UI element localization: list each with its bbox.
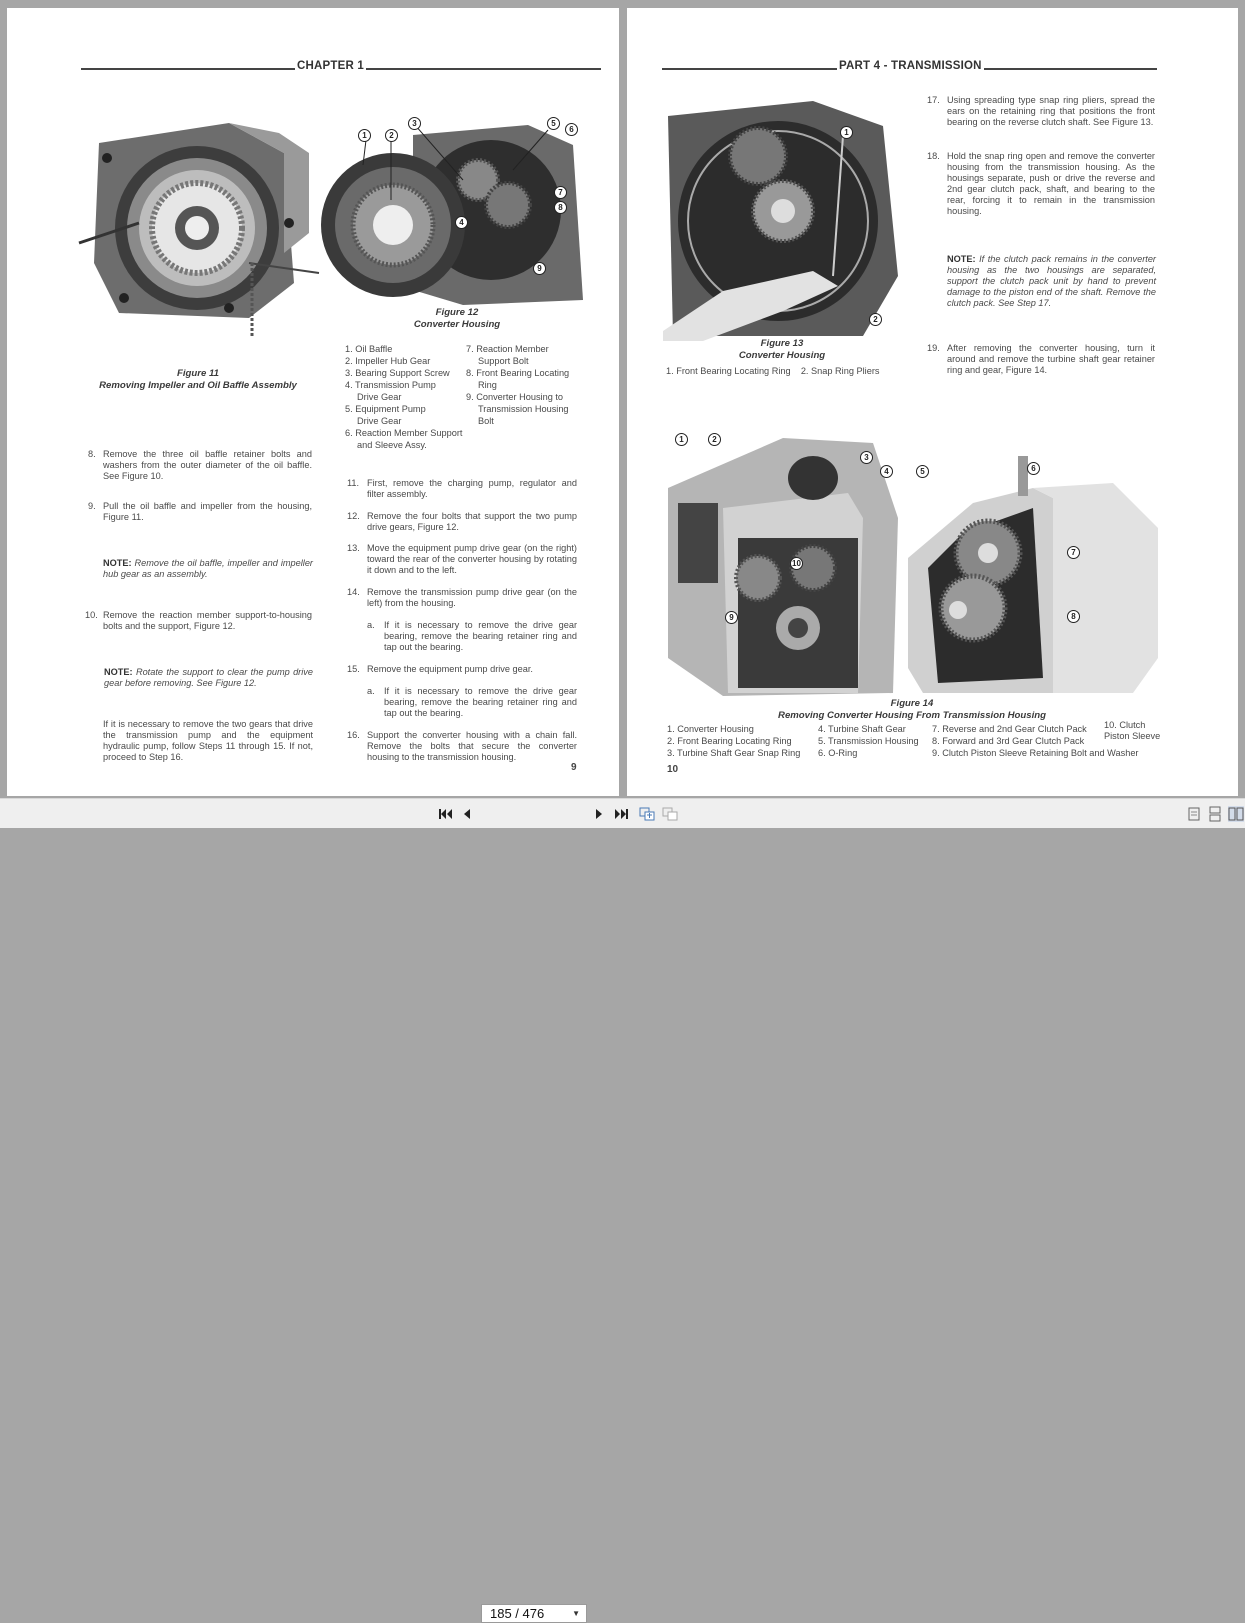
step-number: 13. — [347, 543, 360, 553]
step-number: 14. — [347, 587, 360, 597]
page-indicator: 185 / 476 — [490, 1606, 545, 1621]
callout-5: 5 — [547, 117, 560, 130]
step-number: 17. — [927, 95, 940, 105]
figure-11-subtitle: Removing Impeller and Oil Baffle Assembly — [99, 380, 297, 391]
two-page-view-button[interactable] — [1228, 806, 1244, 822]
figure-14-legend-col2 — [818, 723, 938, 759]
step-number: 8. — [88, 449, 96, 459]
page-number: 10 — [667, 764, 679, 775]
note-label: NOTE: — [103, 558, 132, 568]
page-9 — [7, 8, 619, 796]
steps-intro-paragraph: If it is necessary to remove the two gears that drive the transmission pump and the equipment hydraulic pump, follow Steps 11 through 15. If not, proceed to Step 16. — [103, 719, 313, 762]
legend-item: 8. Forward and 3rd Gear Clutch Pack — [932, 736, 1085, 746]
next-page-button[interactable] — [591, 806, 607, 822]
legend-item: 4. Turbine Shaft Gear — [818, 724, 906, 734]
callout-2: 2 — [385, 129, 398, 142]
first-page-button[interactable] — [437, 806, 453, 822]
figure-13-legend: 1. Front Bearing Locating Ring 2. Snap Ring Pliers — [666, 366, 880, 376]
note-text: Remove the oil baffle, impeller and impeller hub gear as an assembly. — [103, 558, 313, 579]
note-text: Rotate the support to clear the pump drive gear before removing. See Figure 12. — [104, 667, 313, 688]
viewer-toolbar — [0, 798, 1245, 1621]
step-text: Support the converter housing with a chain fall. Remove the bolts that secure the converter housing to the transmission housing. — [367, 730, 577, 762]
step-number: 19. — [927, 343, 940, 353]
callout-4: 4 — [455, 216, 468, 229]
figure-14-legend-col4 — [1104, 720, 1174, 742]
legend-item: 7. Reaction Member — [466, 344, 549, 354]
callout-3: 3 — [860, 451, 873, 464]
figure-13-title: Figure 13 — [760, 338, 804, 349]
page-sync-icon — [639, 806, 655, 822]
dropdown-caret-icon[interactable]: ▼ — [572, 1609, 580, 1618]
legend-item: 10. Clutch — [1104, 720, 1146, 730]
step-text: Remove the reaction member support-to-housing bolts and the support, Figure 12. — [103, 610, 312, 631]
single-page-icon — [1186, 806, 1202, 822]
figure-12-caption — [377, 307, 537, 331]
page-10 — [627, 8, 1238, 796]
legend-item: Drive Gear — [357, 392, 402, 402]
callout-9: 9 — [725, 611, 738, 624]
callout-8: 8 — [1067, 610, 1080, 623]
part-header — [662, 60, 1157, 76]
legend-item: 5. Equipment Pump — [345, 404, 426, 414]
legend-item: 2. Impeller Hub Gear — [345, 356, 431, 366]
figure-13-subtitle: Converter Housing — [738, 350, 826, 361]
legend-item: 8. Front Bearing Locating — [466, 368, 570, 378]
legend-item: 9. Converter Housing to — [466, 392, 564, 402]
step-text: Remove the equipment pump drive gear. — [367, 664, 533, 674]
document-viewport[interactable] — [0, 0, 1245, 798]
legend-item: 1. Oil Baffle — [345, 344, 393, 354]
note-clutch-pack — [947, 254, 1156, 309]
page-number: 9 — [571, 762, 577, 773]
chapter-header — [81, 60, 601, 76]
chapter-title: CHAPTER 1 — [297, 60, 364, 72]
callout-1: 1 — [358, 129, 371, 142]
callout-1: 1 — [840, 126, 853, 139]
note-2 — [104, 667, 313, 689]
note-text: If the clutch pack remains in the converter housing as the two housings are separated, support the clutch pack unit by hand to prevent damage to the piston end of the shaft. Remove the clutch pack. See Step 17. — [947, 254, 1156, 308]
callout-1: 1 — [675, 433, 688, 446]
legend-item: 6. O-Ring — [818, 748, 858, 758]
legend-item: 7. Reverse and 2nd Gear Clutch Pack — [932, 724, 1087, 734]
figure-12-photo — [343, 110, 593, 310]
previous-page-button[interactable] — [459, 806, 475, 822]
last-page-button[interactable] — [614, 806, 630, 822]
callout-6: 6 — [565, 123, 578, 136]
callout-8: 8 — [554, 201, 567, 214]
figure-14-subtitle: Removing Converter Housing From Transmission Housing — [778, 710, 1046, 721]
callout-5: 5 — [916, 465, 929, 478]
step-text: Hold the snap ring open and remove the converter housing from the transmission housing. As the housings separate, push or drive the reverse and 2nd gear clutch pack, shaft, and bearing to the rear, forcing it to remain in the transmission housing. — [947, 151, 1155, 216]
note-label: NOTE: — [104, 667, 133, 677]
callout-7: 7 — [554, 186, 567, 199]
legend-item: Bolt — [478, 416, 494, 426]
two-page-icon — [1228, 806, 1244, 822]
step-text: Move the equipment pump drive gear (on the right) toward the rear of the converter housing by rotating it down and to the left. — [367, 543, 577, 575]
legend-item: Support Bolt — [478, 356, 529, 366]
legend-item: and Sleeve Assy. — [357, 440, 427, 450]
step-text: Using spreading type snap ring pliers, spread the ears on the retaining ring that positions the front bearing on the reverse clutch shaft. See Figure 13. — [947, 95, 1155, 127]
step-text: Pull the oil baffle and impeller from the housing, Figure 11. — [103, 501, 312, 522]
legend-item: 9. Clutch Piston Sleeve Retaining Bolt and Washer — [932, 748, 1139, 758]
figure-14-legend-col1 — [667, 723, 822, 759]
step-text: Remove the four bolts that support the two pump drive gears, Figure 12. — [367, 511, 577, 532]
figure-14-caption — [717, 698, 1107, 722]
compare-pages-button[interactable] — [662, 806, 678, 822]
step-number: 12. — [347, 511, 360, 521]
step-text: Remove the transmission pump drive gear (on the left) from the housing. — [367, 587, 577, 608]
next-page-icon — [591, 806, 607, 822]
step-text: Remove the three oil baffle retainer bolts and washers from the outer diameter of the oil baffle. See Figure 10. — [103, 449, 312, 481]
continuous-scroll-icon — [1207, 806, 1223, 822]
figure-12-subtitle: Converter Housing — [413, 319, 501, 330]
legend-item: 5. Transmission Housing — [818, 736, 919, 746]
callout-9: 9 — [533, 262, 546, 275]
note-label: NOTE: — [947, 254, 976, 264]
first-page-icon — [437, 806, 453, 822]
figure-12-legend-col2 — [466, 343, 591, 427]
step-number: 16. — [347, 730, 360, 740]
callout-3: 3 — [408, 117, 421, 130]
legend-item: Piston Sleeve — [1104, 731, 1161, 741]
figure-14-title: Figure 14 — [890, 698, 934, 709]
step-number: 11. — [347, 478, 360, 488]
step-number: a. — [367, 620, 375, 630]
step-number: 15. — [347, 664, 360, 674]
note-1 — [103, 558, 313, 580]
figure-12-legend-col1 — [345, 343, 470, 451]
step-text: If it is necessary to remove the drive gear bearing, remove the bearing retainer ring and tap out the bearing. — [384, 620, 577, 652]
continuous-view-button[interactable] — [1207, 806, 1223, 822]
callout-4: 4 — [880, 465, 893, 478]
legend-item: Ring — [478, 380, 497, 390]
step-number: 10. — [85, 610, 98, 620]
step-text: If it is necessary to remove the drive gear bearing, remove the bearing retainer ring and tap out the bearing. — [384, 686, 577, 718]
callout-7: 7 — [1067, 546, 1080, 559]
legend-item: Transmission Housing — [478, 404, 569, 414]
previous-page-icon — [459, 806, 475, 822]
figure-11-photo — [79, 113, 319, 353]
legend-item: 4. Transmission Pump — [345, 380, 436, 390]
figure-13-caption — [712, 338, 852, 362]
legend-item: 2. Front Bearing Locating Ring — [667, 736, 792, 746]
duplicate-page-icon — [662, 806, 678, 822]
step-text: First, remove the charging pump, regulator and filter assembly. — [367, 478, 577, 499]
legend-item: 3. Turbine Shaft Gear Snap Ring — [667, 748, 801, 758]
rotate-page-button[interactable] — [639, 806, 655, 822]
step-number: 18. — [927, 151, 940, 161]
legend-item: Drive Gear — [357, 416, 402, 426]
page-number-input[interactable] — [481, 1604, 587, 1623]
step-number: 9. — [88, 501, 96, 511]
callout-10: 10 — [790, 557, 803, 570]
step-number: a. — [367, 686, 375, 696]
part-title: PART 4 - TRANSMISSION — [839, 60, 982, 72]
callout-6: 6 — [1027, 462, 1040, 475]
legend-item: 6. Reaction Member Support — [345, 428, 463, 438]
figure-11-title: Figure 11 — [177, 368, 219, 379]
legend-item: 1. Converter Housing — [667, 724, 754, 734]
last-page-icon — [614, 806, 630, 822]
figure-13-photo — [663, 96, 901, 341]
figure-12-title: Figure 12 — [435, 307, 479, 318]
figure-11-caption — [83, 368, 313, 392]
figure-14-photo — [663, 418, 1163, 698]
step-text: After removing the converter housing, turn it around and remove the turbine shaft gear retainer ring and gear, Figure 14. — [947, 343, 1155, 375]
callout-2: 2 — [708, 433, 721, 446]
legend-item: 3. Bearing Support Screw — [345, 368, 450, 378]
callout-2: 2 — [869, 313, 882, 326]
single-page-view-button[interactable] — [1186, 806, 1202, 822]
